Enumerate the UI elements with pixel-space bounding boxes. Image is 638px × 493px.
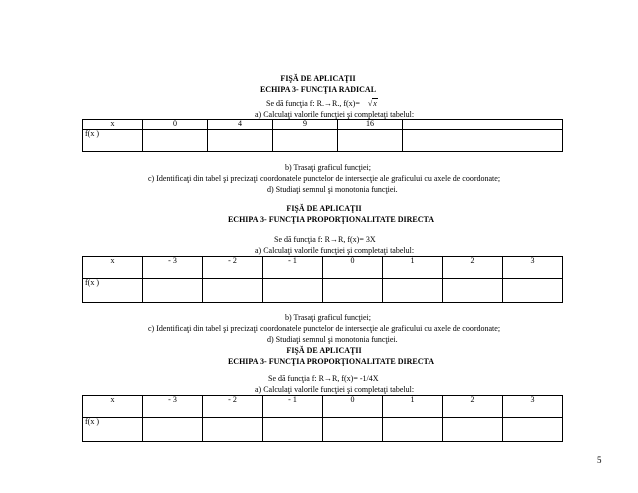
fx-value-cell bbox=[143, 130, 208, 152]
x-value-cell: 1 bbox=[383, 396, 443, 418]
section1-item-c: c) Identificaţi din tabel şi precizaţi coordonatele punctelor de intersecţie ale graficului cu axele de coordonate; bbox=[148, 174, 501, 183]
x-value-cell: 0 bbox=[323, 257, 383, 279]
section1-item-d: d) Studiaţi semnul şi monotonia funcţiei. bbox=[267, 185, 398, 194]
section1-title: FIŞĂ DE APLICAŢII bbox=[280, 74, 356, 83]
row-label-fx: f(x ) bbox=[83, 279, 143, 303]
table-row-fx bbox=[83, 130, 563, 152]
radical-sign: √ bbox=[367, 99, 373, 108]
fx-value-cell bbox=[263, 279, 323, 303]
fx-value-cell bbox=[338, 130, 403, 152]
section3-given: Se dă funcţia f: R→R, f(x)= -1/4X bbox=[268, 374, 379, 383]
section2-item-b: b) Trasaţi graficul funcţiei; bbox=[285, 313, 371, 322]
x-value-cell: 3 bbox=[503, 257, 563, 279]
x-value-cell: 0 bbox=[323, 396, 383, 418]
x-value-cell: - 1 bbox=[263, 396, 323, 418]
x-value-cell: 16 bbox=[338, 120, 403, 130]
row-label-x: x bbox=[83, 120, 143, 130]
section3-subtitle: ECHIPA 3- FUNCŢIA PROPORŢIONALITATE DIRECTA bbox=[227, 357, 435, 366]
fx-value-cell bbox=[208, 130, 273, 152]
x-value-cell: 0 bbox=[143, 120, 208, 130]
fx-value-cell bbox=[383, 418, 443, 442]
row-label-x: x bbox=[83, 396, 143, 418]
row-label-x: x bbox=[83, 257, 143, 279]
fx-value-cell bbox=[203, 279, 263, 303]
x-value-cell: - 3 bbox=[143, 257, 203, 279]
section1-table bbox=[82, 119, 563, 152]
section2-item-a: a) Calculaţi valorile funcţiei şi completaţi tabelul: bbox=[255, 246, 415, 255]
x-value-cell: - 1 bbox=[263, 257, 323, 279]
section1-radicand: x bbox=[373, 99, 377, 108]
row-label-fx: f(x ) bbox=[83, 418, 143, 442]
section2-table bbox=[82, 256, 563, 303]
section1-given-text: Se dă funcţia f: R.→R., f(x)= bbox=[266, 99, 360, 108]
empty-cell bbox=[403, 130, 563, 152]
section2-item-c: c) Identificaţi din tabel şi precizaţi coordonatele punctelor de intersecţie ale graficului cu axele de coordonate; bbox=[148, 324, 501, 333]
fx-value-cell bbox=[443, 279, 503, 303]
fx-value-cell bbox=[203, 418, 263, 442]
fx-value-cell bbox=[273, 130, 338, 152]
table-row-x bbox=[83, 257, 563, 279]
section3-item-a: a) Calculaţi valorile funcţiei şi completaţi tabelul: bbox=[255, 385, 415, 394]
table-row-fx bbox=[83, 279, 563, 303]
x-value-cell: - 3 bbox=[143, 396, 203, 418]
section1-given bbox=[266, 99, 378, 108]
table-row-x bbox=[83, 120, 563, 130]
empty-cell bbox=[403, 120, 563, 130]
x-value-cell: 2 bbox=[443, 396, 503, 418]
table-row-fx bbox=[83, 418, 563, 442]
x-value-cell: 1 bbox=[383, 257, 443, 279]
section1-item-a: a) Calculaţi valorile funcţiei şi completaţi tabelul: bbox=[255, 110, 415, 119]
fx-value-cell bbox=[503, 279, 563, 303]
fx-value-cell bbox=[503, 418, 563, 442]
section3-title: FIŞĂ DE APLICAŢII bbox=[286, 346, 362, 355]
fx-value-cell bbox=[263, 418, 323, 442]
x-value-cell: 3 bbox=[503, 396, 563, 418]
x-value-cell: - 2 bbox=[203, 257, 263, 279]
x-value-cell: 9 bbox=[273, 120, 338, 130]
x-value-cell: 4 bbox=[208, 120, 273, 130]
row-label-fx: f(x ) bbox=[83, 130, 143, 152]
section2-title: FIŞĂ DE APLICAŢII bbox=[286, 204, 362, 213]
section1-item-b: b) Trasaţi graficul funcţiei; bbox=[285, 163, 371, 172]
x-value-cell: - 2 bbox=[203, 396, 263, 418]
fx-value-cell bbox=[143, 279, 203, 303]
fx-value-cell bbox=[143, 418, 203, 442]
section3-table bbox=[82, 395, 563, 442]
fx-value-cell bbox=[383, 279, 443, 303]
x-value-cell: 2 bbox=[443, 257, 503, 279]
fx-value-cell bbox=[323, 279, 383, 303]
fx-value-cell bbox=[323, 418, 383, 442]
section1-subtitle: ECHIPA 3- FUNCŢIA RADICAL bbox=[259, 85, 377, 94]
table-row-x bbox=[83, 396, 563, 418]
section2-item-d: d) Studiaţi semnul şi monotonia funcţiei. bbox=[267, 335, 398, 344]
section2-subtitle: ECHIPA 3- FUNCŢIA PROPORŢIONALITATE DIRECTA bbox=[227, 215, 435, 224]
page-number: 5 bbox=[597, 455, 602, 465]
section2-given: Se dă funcţia f: R→R, f(x)= 3X bbox=[274, 235, 376, 244]
fx-value-cell bbox=[443, 418, 503, 442]
